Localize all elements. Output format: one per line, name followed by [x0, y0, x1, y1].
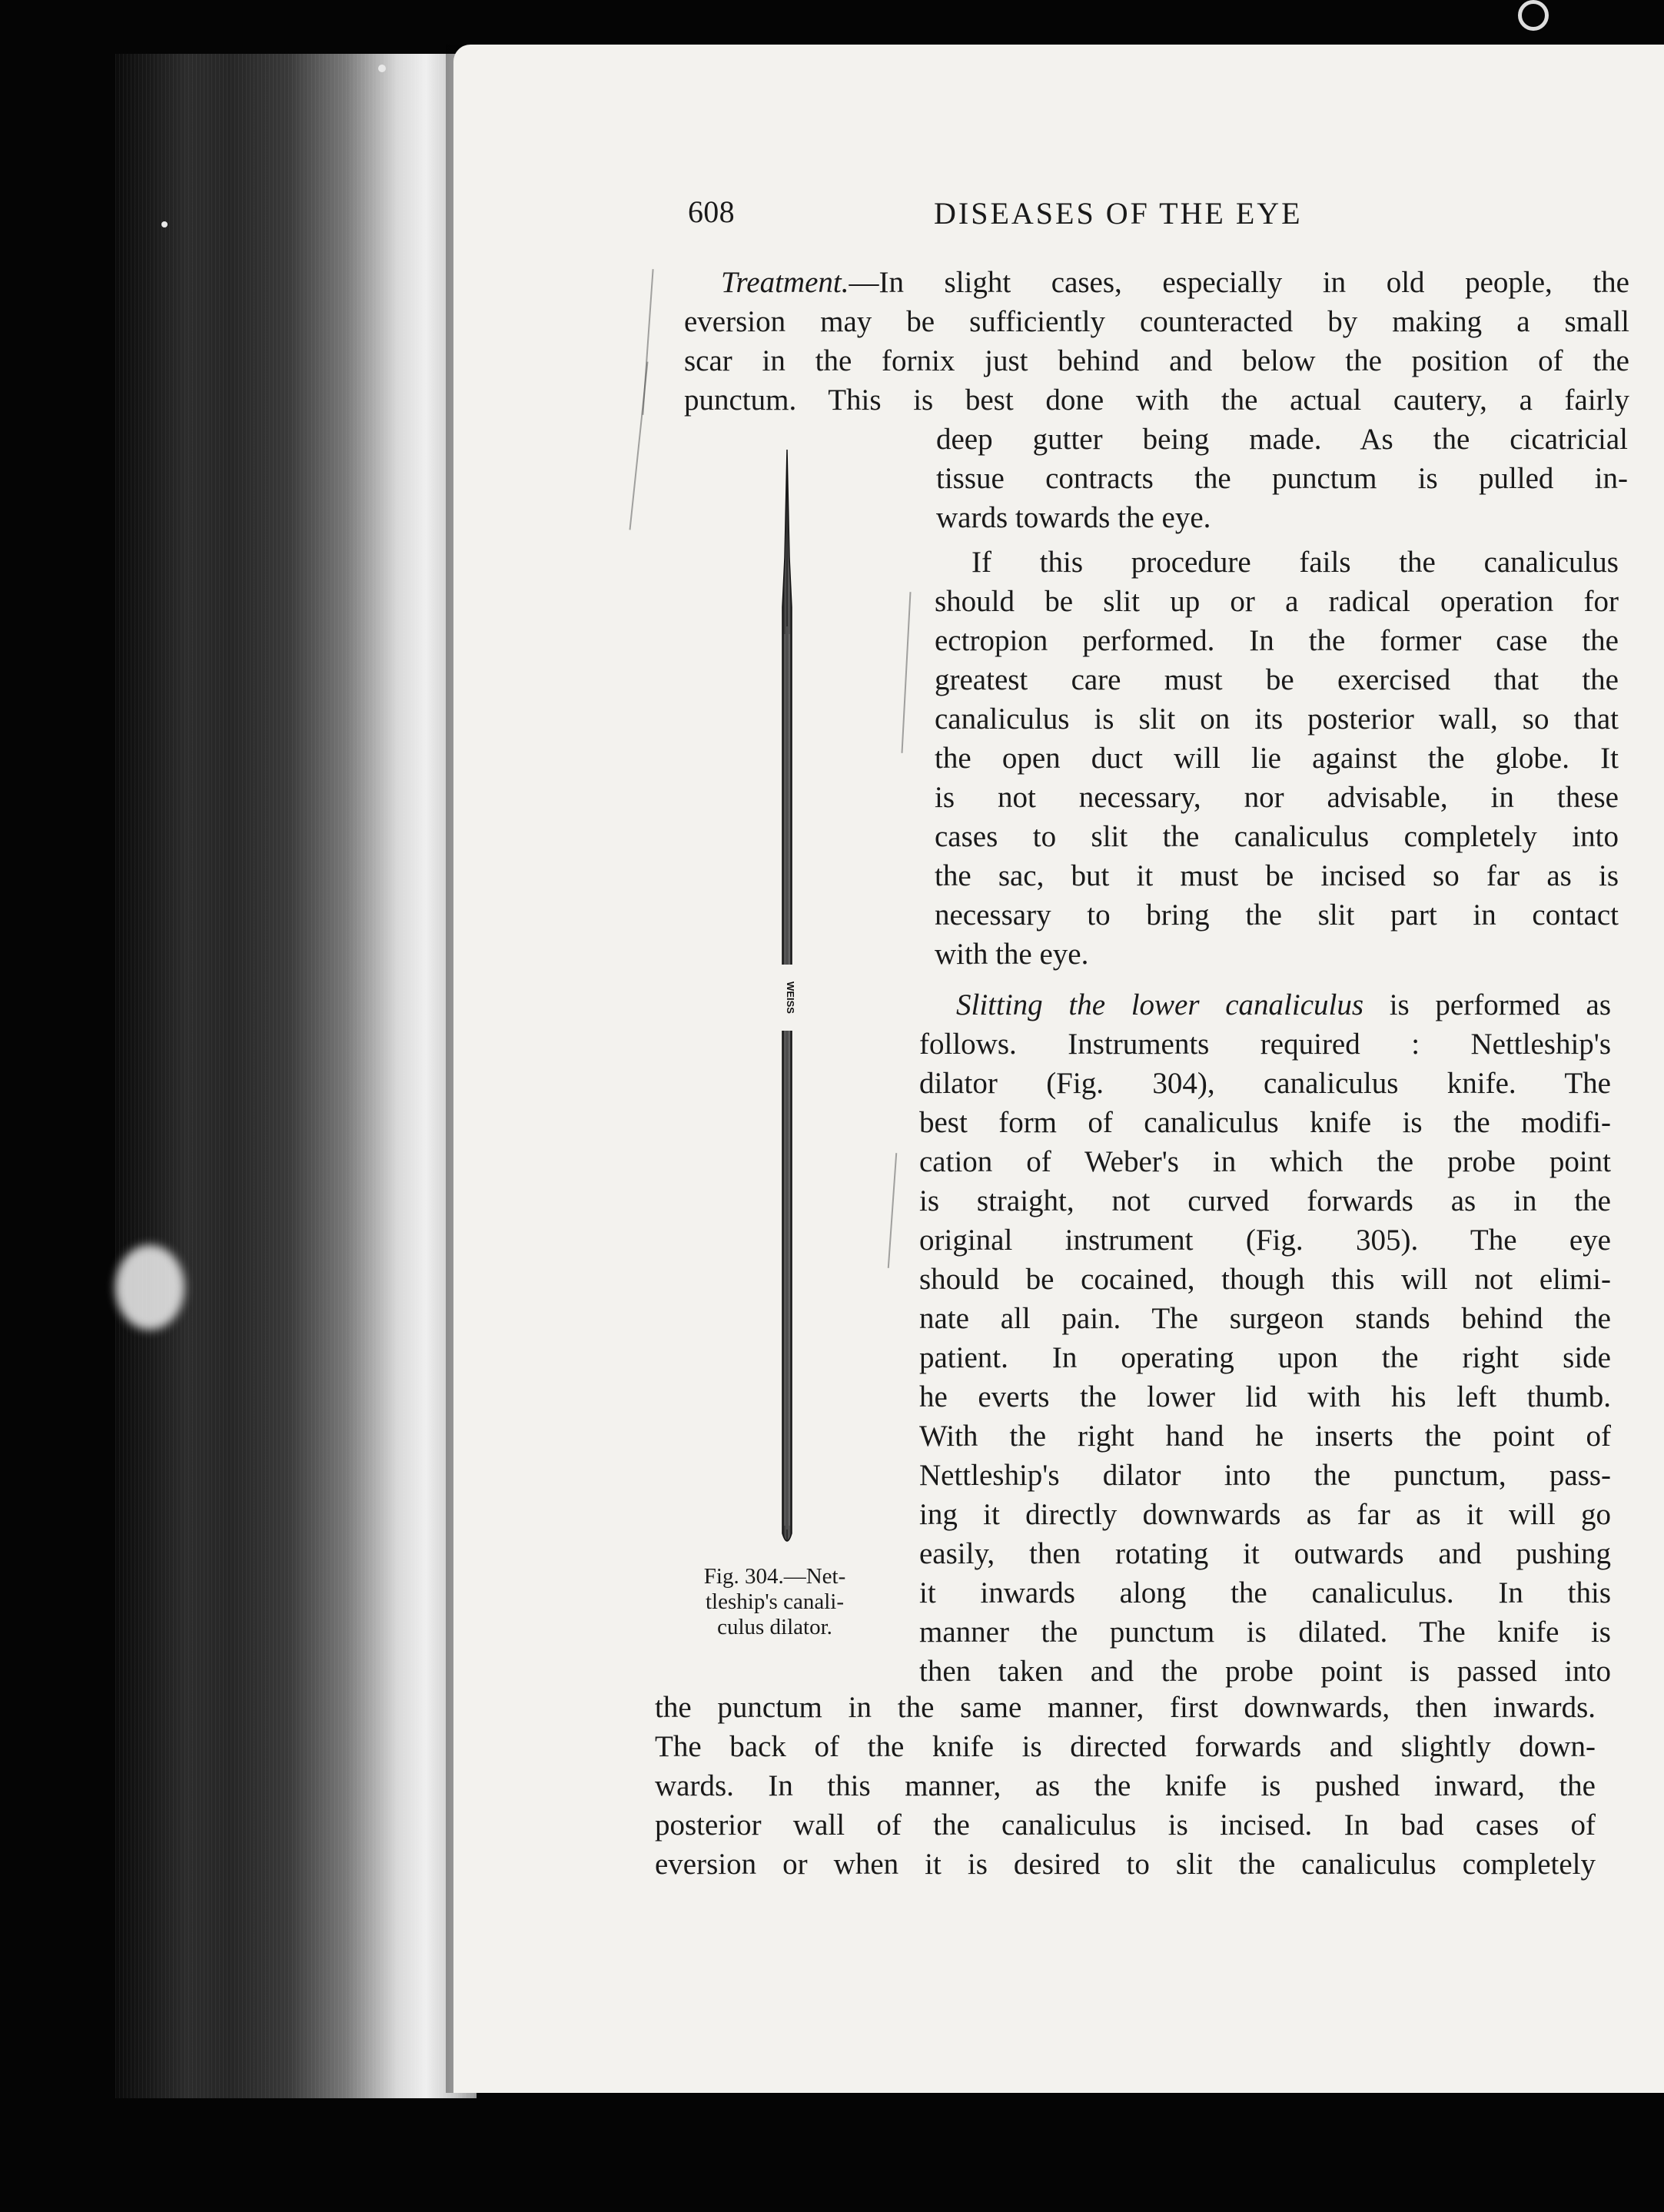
text-line: easily, then rotating it outwards and pushing [919, 1537, 1611, 1570]
slitting-paragraph [919, 985, 1611, 1691]
text-line: patient. In operating upon the right side [919, 1341, 1611, 1374]
text-line: is not necessary, nor advisable, in these [935, 781, 1619, 814]
book-page-edge-lines [115, 54, 477, 2098]
dust-speck [161, 221, 168, 228]
text-line: cation of Weber's in which the probe point [919, 1145, 1611, 1178]
text-line: Treatment.—In slight cases, especially in old people, the [721, 266, 1629, 299]
text-line: wards. In this manner, as the knife is pushed inward, the [655, 1769, 1596, 1802]
text-line: scar in the fornix just behind and below the position of the [684, 344, 1629, 377]
text-line: eversion may be sufficiently counteracted by making a small [684, 305, 1629, 338]
text-line: greatest care must be exercised that the [935, 663, 1619, 696]
text-line: it inwards along the canaliculus. In this [919, 1576, 1611, 1609]
caption-line: culus dilator. [717, 1615, 832, 1639]
text-line: original instrument (Fig. 305). The eye [919, 1224, 1611, 1257]
text-line: punctum. This is best done with the actual cautery, a fairly [684, 384, 1629, 417]
text-line: manner the punctum is dilated. The knife is [919, 1616, 1611, 1649]
text-line: ectropion performed. In the former case the [935, 624, 1619, 657]
text-line: should be cocained, though this will not elimi- [919, 1263, 1611, 1296]
text-line: best form of canaliculus knife is the modifi- [919, 1106, 1611, 1139]
text-line: With the right hand he inserts the point of [919, 1420, 1611, 1453]
text-line: eversion or when it is desired to slit the canaliculus completely [655, 1848, 1596, 1881]
text-line: should be slit up or a radical operation for [935, 585, 1619, 618]
treatment-continuation [936, 420, 1628, 537]
procedure-paragraph [935, 543, 1619, 974]
text-line: If this procedure fails the canaliculus [971, 546, 1619, 579]
dust-speck [378, 65, 386, 72]
text-line: Nettleship's dilator into the punctum, pass- [919, 1459, 1611, 1492]
running-title: DISEASES OF THE EYE [934, 196, 1303, 231]
text-line: then taken and the probe point is passed into [919, 1655, 1611, 1688]
light-glare [115, 1245, 184, 1330]
text-line: necessary to bring the slit part in contact [935, 898, 1619, 932]
scanner-artifact [1518, 0, 1549, 31]
text-line: he everts the lower lid with his left thumb. [919, 1380, 1611, 1413]
text-line: wards towards the eye. [936, 501, 1211, 534]
text-line: The back of the knife is directed forwards and slightly down- [655, 1730, 1596, 1763]
text-line: follows. Instruments required : Nettleship's [919, 1028, 1611, 1061]
slitting-continuation [655, 1688, 1596, 1884]
text-line: nate all pain. The surgeon stands behind the [919, 1302, 1611, 1335]
text-line: with the eye. [935, 938, 1089, 971]
caption-line: Fig. 304.—Net- [703, 1564, 846, 1589]
text-line: Slitting the lower canaliculus is performed as [956, 988, 1611, 1021]
text-line: is straight, not curved forwards as in the [919, 1184, 1611, 1217]
page-number: 608 [688, 194, 735, 229]
figure-caption [659, 1564, 890, 1640]
text-line: ing it directly downwards as far as it will go [919, 1498, 1611, 1531]
treatment-paragraph [684, 263, 1629, 420]
text-line: deep gutter being made. As the cicatricial [936, 423, 1628, 456]
text-line: tissue contracts the punctum is pulled in- [936, 462, 1628, 495]
text-line: dilator (Fig. 304), canaliculus knife. The [919, 1067, 1611, 1100]
text-line: the sac, but it must be incised so far as is [935, 859, 1619, 892]
text-line: the open duct will lie against the globe. It [935, 742, 1619, 775]
caption-line: tleship's canali- [706, 1589, 844, 1614]
text-line: the punctum in the same manner, first downwards, then inwards. [655, 1691, 1596, 1724]
text-line: canaliculus is slit on its posterior wall, so that [935, 702, 1619, 736]
nettleship-dilator-illustration [773, 450, 801, 1553]
engraved-label: WEISS [785, 981, 796, 1014]
text-line: cases to slit the canaliculus completely into [935, 820, 1619, 853]
text-line: posterior wall of the canaliculus is incised. In bad cases of [655, 1808, 1596, 1842]
